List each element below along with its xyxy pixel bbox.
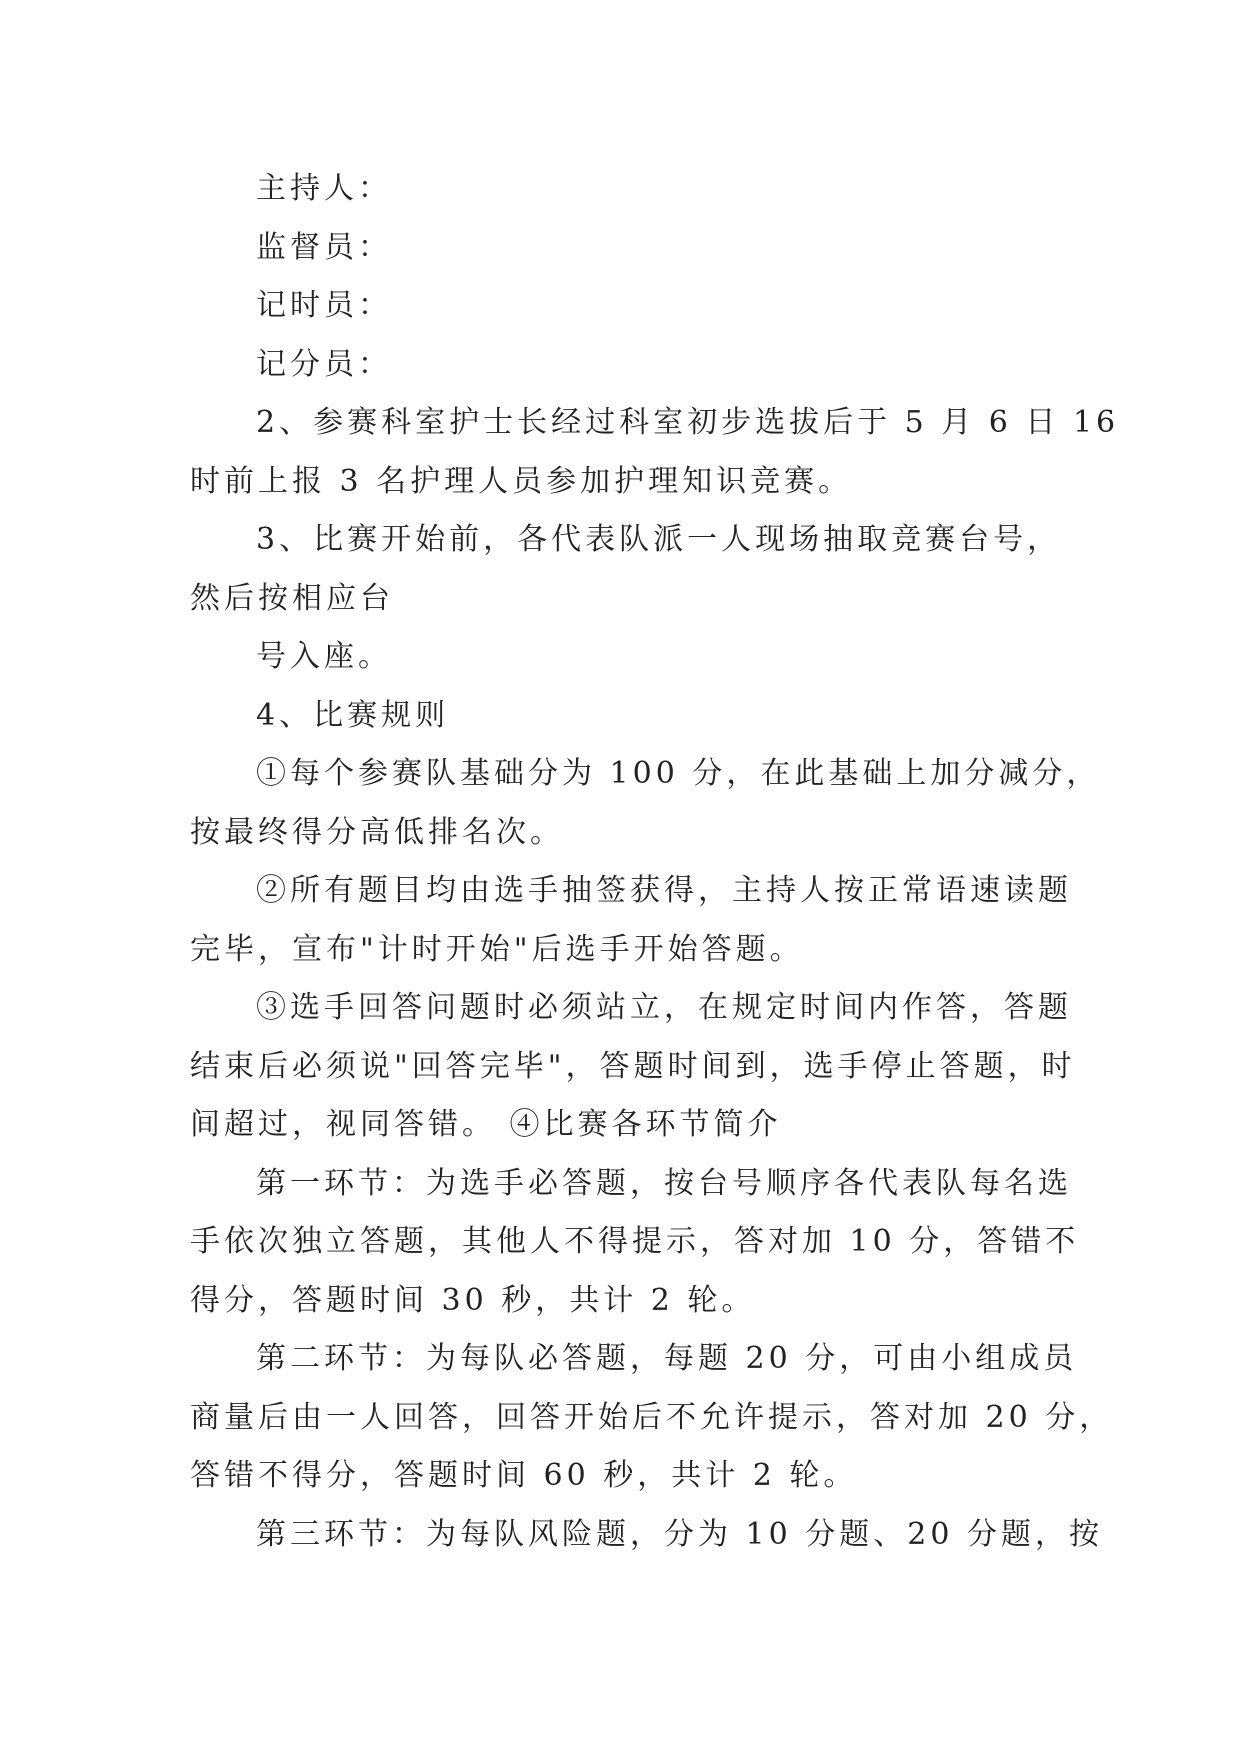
text-line: 号入座。 <box>256 639 392 674</box>
text-line: 得分，答题时间 30 秒，共计 2 轮。 <box>190 1282 756 1318</box>
text-line: 4、比赛规则 <box>256 697 450 733</box>
text-line: 监督员： <box>256 229 392 265</box>
text-line: 记分员： <box>256 346 392 382</box>
text-line: 按最终得分高低排名次。 <box>190 814 564 850</box>
text-line: 答错不得分，答题时间 60 秒，共计 2 轮。 <box>190 1458 858 1493</box>
text-line: 间超过，视同答错。 ④比赛各环节简介 <box>190 1107 782 1142</box>
document-body <box>190 160 1120 1564</box>
text-line: 完毕，宣布"计时开始"后选手开始答题。 <box>190 931 804 967</box>
text-line: ③选手回答问题时必须站立，在规定时间内作答，答题 <box>256 990 1072 1025</box>
text-line: 手依次独立答题，其他人不得提示，答对加 10 分，答错不 <box>190 1224 1080 1259</box>
text-line: 第三环节：为每队风险题，分为 10 分题、20 分题，按 <box>256 1516 1103 1552</box>
text-line: 2、参赛科室护士长经过科室初步选拔后于 5 月 6 日 16 <box>256 405 1120 440</box>
text-line: 主持人： <box>256 171 392 206</box>
text-line: 记时员： <box>256 288 392 323</box>
text-line: ①每个参赛队基础分为 100 分，在此基础上加分减分， <box>256 756 1101 791</box>
text-line: 3、比赛开始前，各代表队派一人现场抽取竞赛台号， <box>256 522 1062 557</box>
text-line: 时前上报 3 名护理人员参加护理知识竞赛。 <box>190 463 853 499</box>
text-line: ②所有题目均由选手抽签获得，主持人按正常语速读题 <box>256 873 1072 908</box>
text-line: 商量后由一人回答，回答开始后不允许提示，答对加 20 分， <box>190 1399 1114 1435</box>
text-line: 结束后必须说"回答完毕"，答题时间到，选手停止答题，时 <box>190 1048 1076 1084</box>
text-line: 然后按相应台 <box>190 580 394 616</box>
text-line: 第一环节：为选手必答题，按台号顺序各代表队每名选 <box>256 1165 1072 1201</box>
text-line: 第二环节：为每队必答题，每题 20 分，可由小组成员 <box>256 1341 1078 1376</box>
